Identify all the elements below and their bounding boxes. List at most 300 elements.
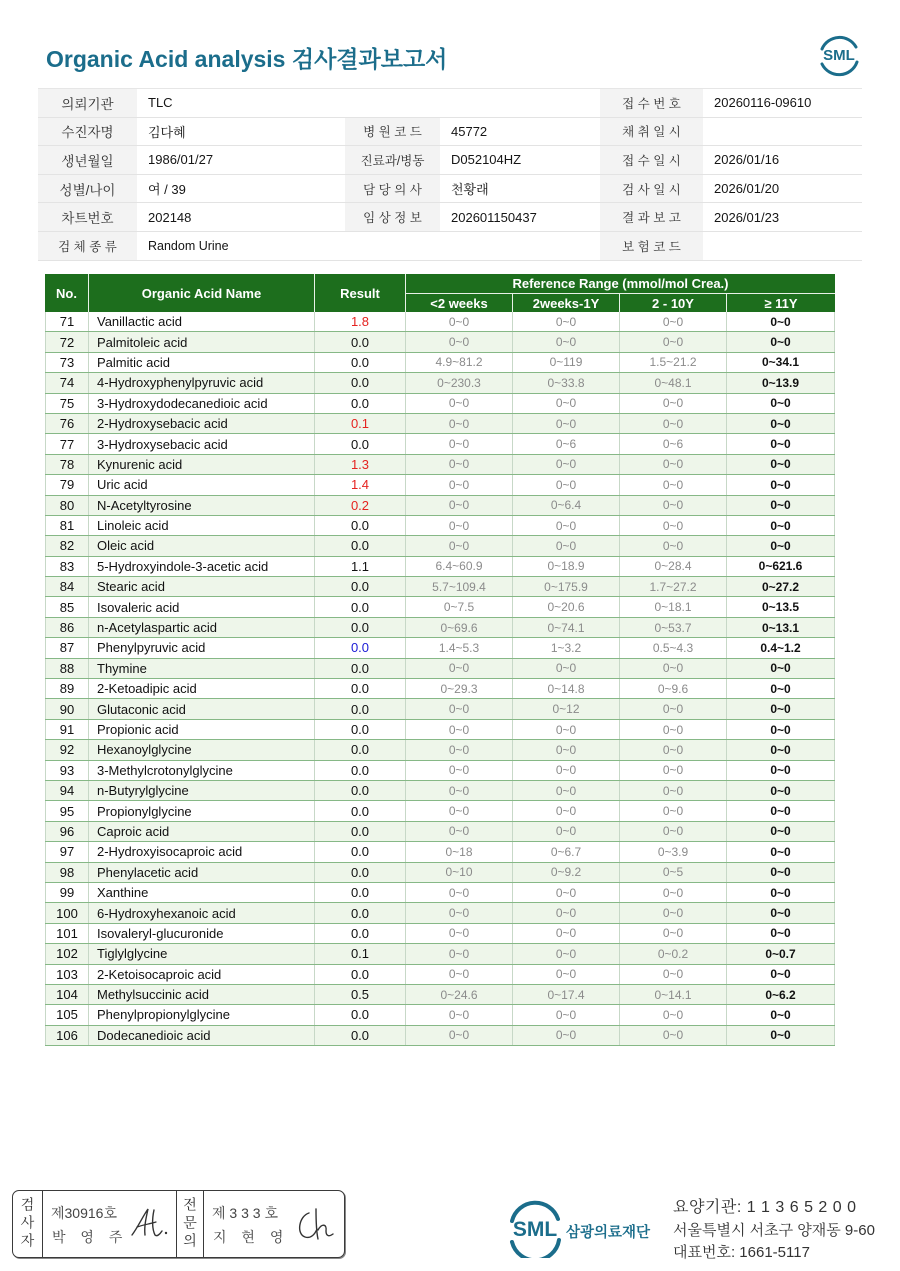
result-value: 1.1 <box>315 557 406 576</box>
table-row <box>45 720 835 740</box>
examiner-license: 제30916호 <box>51 1205 117 1221</box>
report-date-label: 결 과 보 고 <box>600 203 703 231</box>
row-number: 79 <box>45 475 89 494</box>
result-value: 0.0 <box>315 679 406 698</box>
ref-range-lt-2-weeks: 0~0 <box>406 475 513 494</box>
report-date-value: 2026/01/23 <box>714 209 780 225</box>
ref-range-2-10y: 0~5 <box>620 863 727 882</box>
ref-range-lt-2-weeks: 0~0 <box>406 536 513 555</box>
examiner-name: 박 영 주 <box>52 1229 123 1245</box>
row-number: 103 <box>45 965 89 984</box>
row-number: 81 <box>45 516 89 535</box>
ref-range-2-10y: 0~28.4 <box>620 557 727 576</box>
row-number: 78 <box>45 455 89 474</box>
ref-range-lt-2-weeks: 0~0 <box>406 312 513 331</box>
ref-range-lt-2-weeks: 0~0 <box>406 394 513 413</box>
ref-range-2-10y: 0~0 <box>620 455 727 474</box>
row-number: 91 <box>45 720 89 739</box>
sex-age-label: 성별/나이 <box>38 175 137 203</box>
row-number: 76 <box>45 414 89 433</box>
ref-range-2-10y: 0~0 <box>620 394 727 413</box>
organic-acid-name: 3-Methylcrotonylglycine <box>89 761 315 780</box>
examiner-role <box>13 1191 43 1257</box>
ref-range-11y-plus: 0~0 <box>727 496 835 515</box>
ref-range-lt-2-weeks: 0~0 <box>406 883 513 902</box>
ref-range-11y-plus: 0~13.5 <box>727 597 835 616</box>
result-value: 0.0 <box>315 863 406 882</box>
specialist-license: 제 3 3 3 호 <box>212 1205 278 1221</box>
ref-range-11y-plus: 0~0 <box>727 924 835 943</box>
organic-acid-name: 5-Hydroxyindole-3-acetic acid <box>89 557 315 576</box>
ref-range-2weeks-1y: 0~0 <box>513 659 620 678</box>
ref-range-2-10y: 0~0 <box>620 699 727 718</box>
phone-number: 대표번호: 1661-5117 <box>673 1244 810 1261</box>
ref-range-lt-2-weeks: 4.9~81.2 <box>406 353 513 372</box>
ref-range-2-10y: 0~0 <box>620 536 727 555</box>
ref-range-2weeks-1y: 0~0 <box>513 312 620 331</box>
ref-range-2weeks-1y: 0~0 <box>513 455 620 474</box>
ref-range-2-10y: 0~0 <box>620 903 727 922</box>
ref-range-11y-plus: 0~0 <box>727 822 835 841</box>
ref-range-lt-2-weeks: 0~69.6 <box>406 618 513 637</box>
table-row <box>45 475 835 495</box>
table-row <box>45 597 835 617</box>
row-number: 94 <box>45 781 89 800</box>
organic-acid-name: Propionic acid <box>89 720 315 739</box>
col-header-name: Organic Acid Name <box>89 274 315 312</box>
logo-text: SML <box>823 47 855 64</box>
ref-range-lt-2-weeks: 0~0 <box>406 761 513 780</box>
result-value: 0.1 <box>315 414 406 433</box>
organic-acid-name: 2-Ketoadipic acid <box>89 679 315 698</box>
chart-number-label: 차트번호 <box>38 203 137 231</box>
table-row <box>45 394 835 414</box>
ref-range-lt-2-weeks: 0~0 <box>406 801 513 820</box>
ref-range-lt-2-weeks: 0~0 <box>406 1026 513 1045</box>
ref-range-lt-2-weeks: 6.4~60.9 <box>406 557 513 576</box>
result-value: 0.0 <box>315 699 406 718</box>
ref-range-lt-2-weeks: 0~0 <box>406 1005 513 1024</box>
table-row <box>45 944 835 964</box>
ref-range-11y-plus: 0~0 <box>727 1005 835 1024</box>
ref-range-11y-plus: 0~13.9 <box>727 373 835 392</box>
ref-range-2-10y: 0~6 <box>620 434 727 453</box>
sml-logo-icon <box>815 30 863 78</box>
result-value: 0.0 <box>315 638 406 657</box>
specialist-role <box>176 1191 204 1257</box>
table-row <box>45 1005 835 1025</box>
ref-range-2-10y: 0~0 <box>620 516 727 535</box>
receipt-number-value: 20260116-09610 <box>714 95 812 111</box>
result-value: 0.0 <box>315 373 406 392</box>
ref-range-2weeks-1y: 0~14.8 <box>513 679 620 698</box>
specimen-type-label: 검 체 종 류 <box>38 232 137 260</box>
result-value: 0.0 <box>315 353 406 372</box>
specialist-role-label: 전문의 <box>182 1197 198 1251</box>
ref-range-2-10y: 0~0 <box>620 312 727 331</box>
footer-logo-text: SML <box>512 1218 558 1241</box>
ref-range-lt-2-weeks: 0~0 <box>406 434 513 453</box>
collection-date-value <box>703 118 862 146</box>
hospital-code-label: 병 원 코 드 <box>345 118 440 146</box>
ref-range-2weeks-1y: 0~0 <box>513 924 620 943</box>
ref-range-11y-plus: 0~0 <box>727 781 835 800</box>
col-header-result: Result <box>315 274 406 312</box>
organic-acid-name: 2-Hydroxysebacic acid <box>89 414 315 433</box>
organic-acid-name: Palmitic acid <box>89 353 315 372</box>
col-header-11y-plus: ≥ 11Y <box>764 295 798 311</box>
patient-name-label: 수진자명 <box>38 118 137 146</box>
row-number: 71 <box>45 312 89 331</box>
ref-range-2-10y: 0~0 <box>620 781 727 800</box>
table-row <box>45 699 835 719</box>
row-number: 93 <box>45 761 89 780</box>
ref-range-2-10y: 0~0 <box>620 475 727 494</box>
department-ward-label: 진료과/병동 <box>345 146 440 174</box>
result-value: 0.5 <box>315 985 406 1004</box>
row-number: 87 <box>45 638 89 657</box>
ref-range-lt-2-weeks: 0~29.3 <box>406 679 513 698</box>
referring-institution-value: TLC <box>148 95 173 111</box>
ref-range-11y-plus: 0~0 <box>727 903 835 922</box>
ref-range-2-10y: 0~0 <box>620 965 727 984</box>
result-value: 0.0 <box>315 597 406 616</box>
ref-range-2weeks-1y: 0~18.9 <box>513 557 620 576</box>
organic-acid-name: n-Butyrylglycine <box>89 781 315 800</box>
ref-range-2-10y: 0~0 <box>620 1005 727 1024</box>
ref-range-lt-2-weeks: 0~0 <box>406 516 513 535</box>
organic-acid-name: Caproic acid <box>89 822 315 841</box>
institution-code: 요양기관: 1 1 3 6 5 2 0 0 <box>673 1199 857 1216</box>
ref-range-11y-plus: 0~0 <box>727 475 835 494</box>
ref-range-2-10y: 0~53.7 <box>620 618 727 637</box>
ref-range-11y-plus: 0~6.2 <box>727 985 835 1004</box>
result-value: 0.0 <box>315 577 406 596</box>
info-row <box>38 203 862 232</box>
row-number: 102 <box>45 944 89 963</box>
table-row <box>45 516 835 536</box>
ref-range-2weeks-1y: 0~74.1 <box>513 618 620 637</box>
ref-range-2-10y: 0~0.2 <box>620 944 727 963</box>
clinical-info-label: 임 상 정 보 <box>345 203 440 231</box>
organic-acid-name: Linoleic acid <box>89 516 315 535</box>
ref-range-11y-plus: 0~0 <box>727 883 835 902</box>
row-number: 97 <box>45 842 89 861</box>
result-value: 0.0 <box>315 394 406 413</box>
organic-acid-name: n-Acetylaspartic acid <box>89 618 315 637</box>
organic-acid-name: Thymine <box>89 659 315 678</box>
ref-range-2-10y: 0~9.6 <box>620 679 727 698</box>
ref-range-2weeks-1y: 0~0 <box>513 822 620 841</box>
table-row <box>45 312 835 332</box>
specialist-name: 지 현 영 <box>213 1229 284 1245</box>
ref-range-2weeks-1y: 0~6 <box>513 434 620 453</box>
ref-range-lt-2-weeks: 0~0 <box>406 720 513 739</box>
result-value: 0.0 <box>315 720 406 739</box>
ref-range-lt-2-weeks: 0~0 <box>406 903 513 922</box>
ref-range-2weeks-1y: 0~0 <box>513 761 620 780</box>
result-value: 0.0 <box>315 822 406 841</box>
hospital-code-value: 45772 <box>451 123 488 139</box>
row-number: 96 <box>45 822 89 841</box>
ref-range-lt-2-weeks: 0~0 <box>406 659 513 678</box>
table-row <box>45 536 835 556</box>
ref-range-2weeks-1y: 0~119 <box>513 353 620 372</box>
ref-range-11y-plus: 0~0 <box>727 842 835 861</box>
organic-acid-name: Tiglylglycine <box>89 944 315 963</box>
ref-range-2-10y: 0~0 <box>620 332 727 351</box>
ref-range-2-10y: 0~0 <box>620 883 727 902</box>
ref-range-2-10y: 0~0 <box>620 720 727 739</box>
patient-name-value: 김다혜 <box>148 124 186 140</box>
row-number: 106 <box>45 1026 89 1045</box>
organic-acid-name: 2-Ketoisocaproic acid <box>89 965 315 984</box>
organic-acid-name: Phenylpyruvic acid <box>89 638 315 657</box>
row-number: 74 <box>45 373 89 392</box>
table-row <box>45 883 835 903</box>
col-header-no: No. <box>45 274 89 312</box>
organic-acid-name: Stearic acid <box>89 577 315 596</box>
ref-range-11y-plus: 0~0 <box>727 332 835 351</box>
col-header-2-10y: 2 - 10Y <box>620 294 727 312</box>
ref-range-2weeks-1y: 0~33.8 <box>513 373 620 392</box>
result-value: 1.3 <box>315 455 406 474</box>
examiner-signature-block <box>43 1191 176 1257</box>
insurance-code-value <box>703 232 862 260</box>
organization-contact <box>673 1197 895 1265</box>
ref-range-11y-plus: 0~34.1 <box>727 353 835 372</box>
row-number: 104 <box>45 985 89 1004</box>
referring-institution-label: 의뢰기관 <box>38 89 137 117</box>
result-value: 0.0 <box>315 516 406 535</box>
info-row <box>38 146 862 175</box>
row-number: 98 <box>45 863 89 882</box>
ref-range-11y-plus: 0~0 <box>727 720 835 739</box>
insurance-code-label: 보 험 코 드 <box>600 232 703 260</box>
ref-range-11y-plus: 0~0 <box>727 679 835 698</box>
birth-date-label: 생년월일 <box>38 146 137 174</box>
organic-acid-name: Uric acid <box>89 475 315 494</box>
signature-box <box>12 1190 345 1258</box>
result-value: 0.0 <box>315 781 406 800</box>
col-header-lt-2-weeks: <2 weeks <box>406 294 513 312</box>
table-row <box>45 985 835 1005</box>
ref-range-lt-2-weeks: 1.4~5.3 <box>406 638 513 657</box>
organic-acid-name: 3-Hydroxysebacic acid <box>89 434 315 453</box>
row-number: 75 <box>45 394 89 413</box>
result-value: 0.0 <box>315 924 406 943</box>
result-value: 1.4 <box>315 475 406 494</box>
ref-range-2-10y: 0~0 <box>620 1026 727 1045</box>
row-number: 85 <box>45 597 89 616</box>
test-date-value: 2026/01/20 <box>714 181 780 197</box>
row-number: 72 <box>45 332 89 351</box>
sml-foundation-logo-icon <box>505 1198 565 1258</box>
specimen-type-value: Random Urine <box>148 238 229 253</box>
ref-range-2weeks-1y: 0~17.4 <box>513 985 620 1004</box>
table-row <box>45 577 835 597</box>
table-row <box>45 353 835 373</box>
ref-range-2weeks-1y: 1~3.2 <box>513 638 620 657</box>
ref-range-2-10y: 0~0 <box>620 801 727 820</box>
result-value: 0.0 <box>315 842 406 861</box>
info-row <box>38 118 862 147</box>
ref-range-2-10y: 0~0 <box>620 496 727 515</box>
ref-range-lt-2-weeks: 0~24.6 <box>406 985 513 1004</box>
table-row <box>45 679 835 699</box>
ref-range-2-10y: 0~48.1 <box>620 373 727 392</box>
ref-range-11y-plus: 0~0 <box>727 394 835 413</box>
info-row <box>38 232 862 261</box>
ref-range-2-10y: 0~0 <box>620 761 727 780</box>
ref-range-11y-plus: 0~0 <box>727 801 835 820</box>
table-row <box>45 496 835 516</box>
ref-range-lt-2-weeks: 5.7~109.4 <box>406 577 513 596</box>
ref-range-2weeks-1y: 0~6.4 <box>513 496 620 515</box>
sex-age-value: 여 / 39 <box>148 182 186 198</box>
col-header-reference-range: Reference Range (mmol/mol Crea.) <box>406 274 835 294</box>
ref-range-2weeks-1y: 0~0 <box>513 720 620 739</box>
ref-range-11y-plus: 0~0 <box>727 965 835 984</box>
address: 서울특별시 서초구 양재동 9-60 <box>673 1221 875 1239</box>
ref-range-lt-2-weeks: 0~0 <box>406 332 513 351</box>
row-number: 84 <box>45 577 89 596</box>
table-row <box>45 455 835 475</box>
result-value: 0.0 <box>315 965 406 984</box>
ref-range-lt-2-weeks: 0~0 <box>406 965 513 984</box>
ref-range-11y-plus: 0~621.6 <box>727 557 835 576</box>
organic-acid-name: Vanillactic acid <box>89 312 315 331</box>
ref-range-2weeks-1y: 0~0 <box>513 394 620 413</box>
ref-range-2weeks-1y: 0~6.7 <box>513 842 620 861</box>
row-number: 90 <box>45 699 89 718</box>
organic-acid-name: Methylsuccinic acid <box>89 985 315 1004</box>
result-value: 0.0 <box>315 883 406 902</box>
organic-acid-name: Kynurenic acid <box>89 455 315 474</box>
ref-range-2weeks-1y: 0~20.6 <box>513 597 620 616</box>
organic-acid-name: Phenylacetic acid <box>89 863 315 882</box>
result-value: 0.1 <box>315 944 406 963</box>
organic-acid-name: Dodecanedioic acid <box>89 1026 315 1045</box>
row-number: 77 <box>45 434 89 453</box>
table-body <box>45 312 835 1046</box>
ref-range-2weeks-1y: 0~0 <box>513 516 620 535</box>
row-number: 89 <box>45 679 89 698</box>
row-number: 99 <box>45 883 89 902</box>
ref-range-2-10y: 0~0 <box>620 924 727 943</box>
report-title: Organic Acid analysis 검사결과보고서 <box>46 46 448 72</box>
table-row <box>45 373 835 393</box>
ref-range-2weeks-1y: 0~9.2 <box>513 863 620 882</box>
ref-range-lt-2-weeks: 0~0 <box>406 944 513 963</box>
reference-range-header-group <box>406 274 835 312</box>
row-number: 80 <box>45 496 89 515</box>
ref-range-2-10y: 0~0 <box>620 822 727 841</box>
ref-range-2weeks-1y: 0~0 <box>513 944 620 963</box>
table-row <box>45 863 835 883</box>
chart-number-value: 202148 <box>148 209 192 225</box>
result-value: 1.8 <box>315 312 406 331</box>
table-row <box>45 842 835 862</box>
organic-acid-name: Hexanoylglycine <box>89 740 315 759</box>
ref-range-2weeks-1y: 0~0 <box>513 740 620 759</box>
row-number: 100 <box>45 903 89 922</box>
ref-range-2-10y: 0~14.1 <box>620 985 727 1004</box>
ref-range-11y-plus: 0.4~1.2 <box>727 638 835 657</box>
organic-acid-name: 6-Hydroxyhexanoic acid <box>89 903 315 922</box>
ref-range-lt-2-weeks: 0~10 <box>406 863 513 882</box>
result-value: 0.0 <box>315 1005 406 1024</box>
ref-range-lt-2-weeks: 0~230.3 <box>406 373 513 392</box>
ref-range-11y-plus: 0~0 <box>727 863 835 882</box>
ref-range-11y-plus: 0~0 <box>727 516 835 535</box>
ref-range-2weeks-1y: 0~0 <box>513 903 620 922</box>
birth-date-value: 1986/01/27 <box>148 152 214 168</box>
organic-acid-name: Glutaconic acid <box>89 699 315 718</box>
collection-date-label: 채 취 일 시 <box>600 118 703 146</box>
organic-acid-name: Phenylpropionylglycine <box>89 1005 315 1024</box>
result-value: 0.0 <box>315 740 406 759</box>
result-value: 0.0 <box>315 536 406 555</box>
result-value: 0.0 <box>315 659 406 678</box>
ref-range-lt-2-weeks: 0~0 <box>406 699 513 718</box>
ref-range-2-10y: 0~0 <box>620 659 727 678</box>
clinical-info-value: 202601150437 <box>451 209 537 225</box>
receipt-date-value: 2026/01/16 <box>714 152 780 168</box>
result-value: 0.0 <box>315 1026 406 1045</box>
result-value: 0.0 <box>315 761 406 780</box>
result-value: 0.2 <box>315 496 406 515</box>
ref-range-2weeks-1y: 0~175.9 <box>513 577 620 596</box>
row-number: 92 <box>45 740 89 759</box>
ref-range-2weeks-1y: 0~0 <box>513 332 620 351</box>
ref-range-11y-plus: 0~0 <box>727 536 835 555</box>
table-row <box>45 557 835 577</box>
table-row <box>45 903 835 923</box>
table-row <box>45 761 835 781</box>
row-number: 86 <box>45 618 89 637</box>
organic-acid-results-table <box>45 274 835 1046</box>
ref-range-2weeks-1y: 0~0 <box>513 1026 620 1045</box>
examiner-role-label: 검사자 <box>19 1197 36 1251</box>
specialist-signature-block <box>204 1191 344 1257</box>
table-row <box>45 801 835 821</box>
organization-name: 삼광의료재단 <box>566 1225 651 1241</box>
attending-physician-value: 천황래 <box>451 182 489 198</box>
organic-acid-name: 3-Hydroxydodecanedioic acid <box>89 394 315 413</box>
department-ward-value: D052104HZ <box>451 152 522 168</box>
table-row <box>45 638 835 658</box>
ref-range-2-10y: 0~3.9 <box>620 842 727 861</box>
ref-range-lt-2-weeks: 0~0 <box>406 781 513 800</box>
ref-range-11y-plus: 0~13.1 <box>727 618 835 637</box>
organic-acid-name: Isovaleryl-glucuronide <box>89 924 315 943</box>
row-number: 73 <box>45 353 89 372</box>
table-row <box>45 414 835 434</box>
organic-acid-name: Propionylglycine <box>89 801 315 820</box>
result-value: 0.0 <box>315 618 406 637</box>
ref-range-2weeks-1y: 0~0 <box>513 801 620 820</box>
ref-range-11y-plus: 0~0 <box>727 659 835 678</box>
organic-acid-name: 2-Hydroxyisocaproic acid <box>89 842 315 861</box>
ref-range-2weeks-1y: 0~0 <box>513 883 620 902</box>
ref-range-2-10y: 1.5~21.2 <box>620 353 727 372</box>
row-number: 82 <box>45 536 89 555</box>
specialist-signature-image <box>294 1205 336 1245</box>
ref-range-2-10y: 0~0 <box>620 740 727 759</box>
ref-range-lt-2-weeks: 0~0 <box>406 924 513 943</box>
ref-range-11y-plus: 0~0 <box>727 312 835 331</box>
